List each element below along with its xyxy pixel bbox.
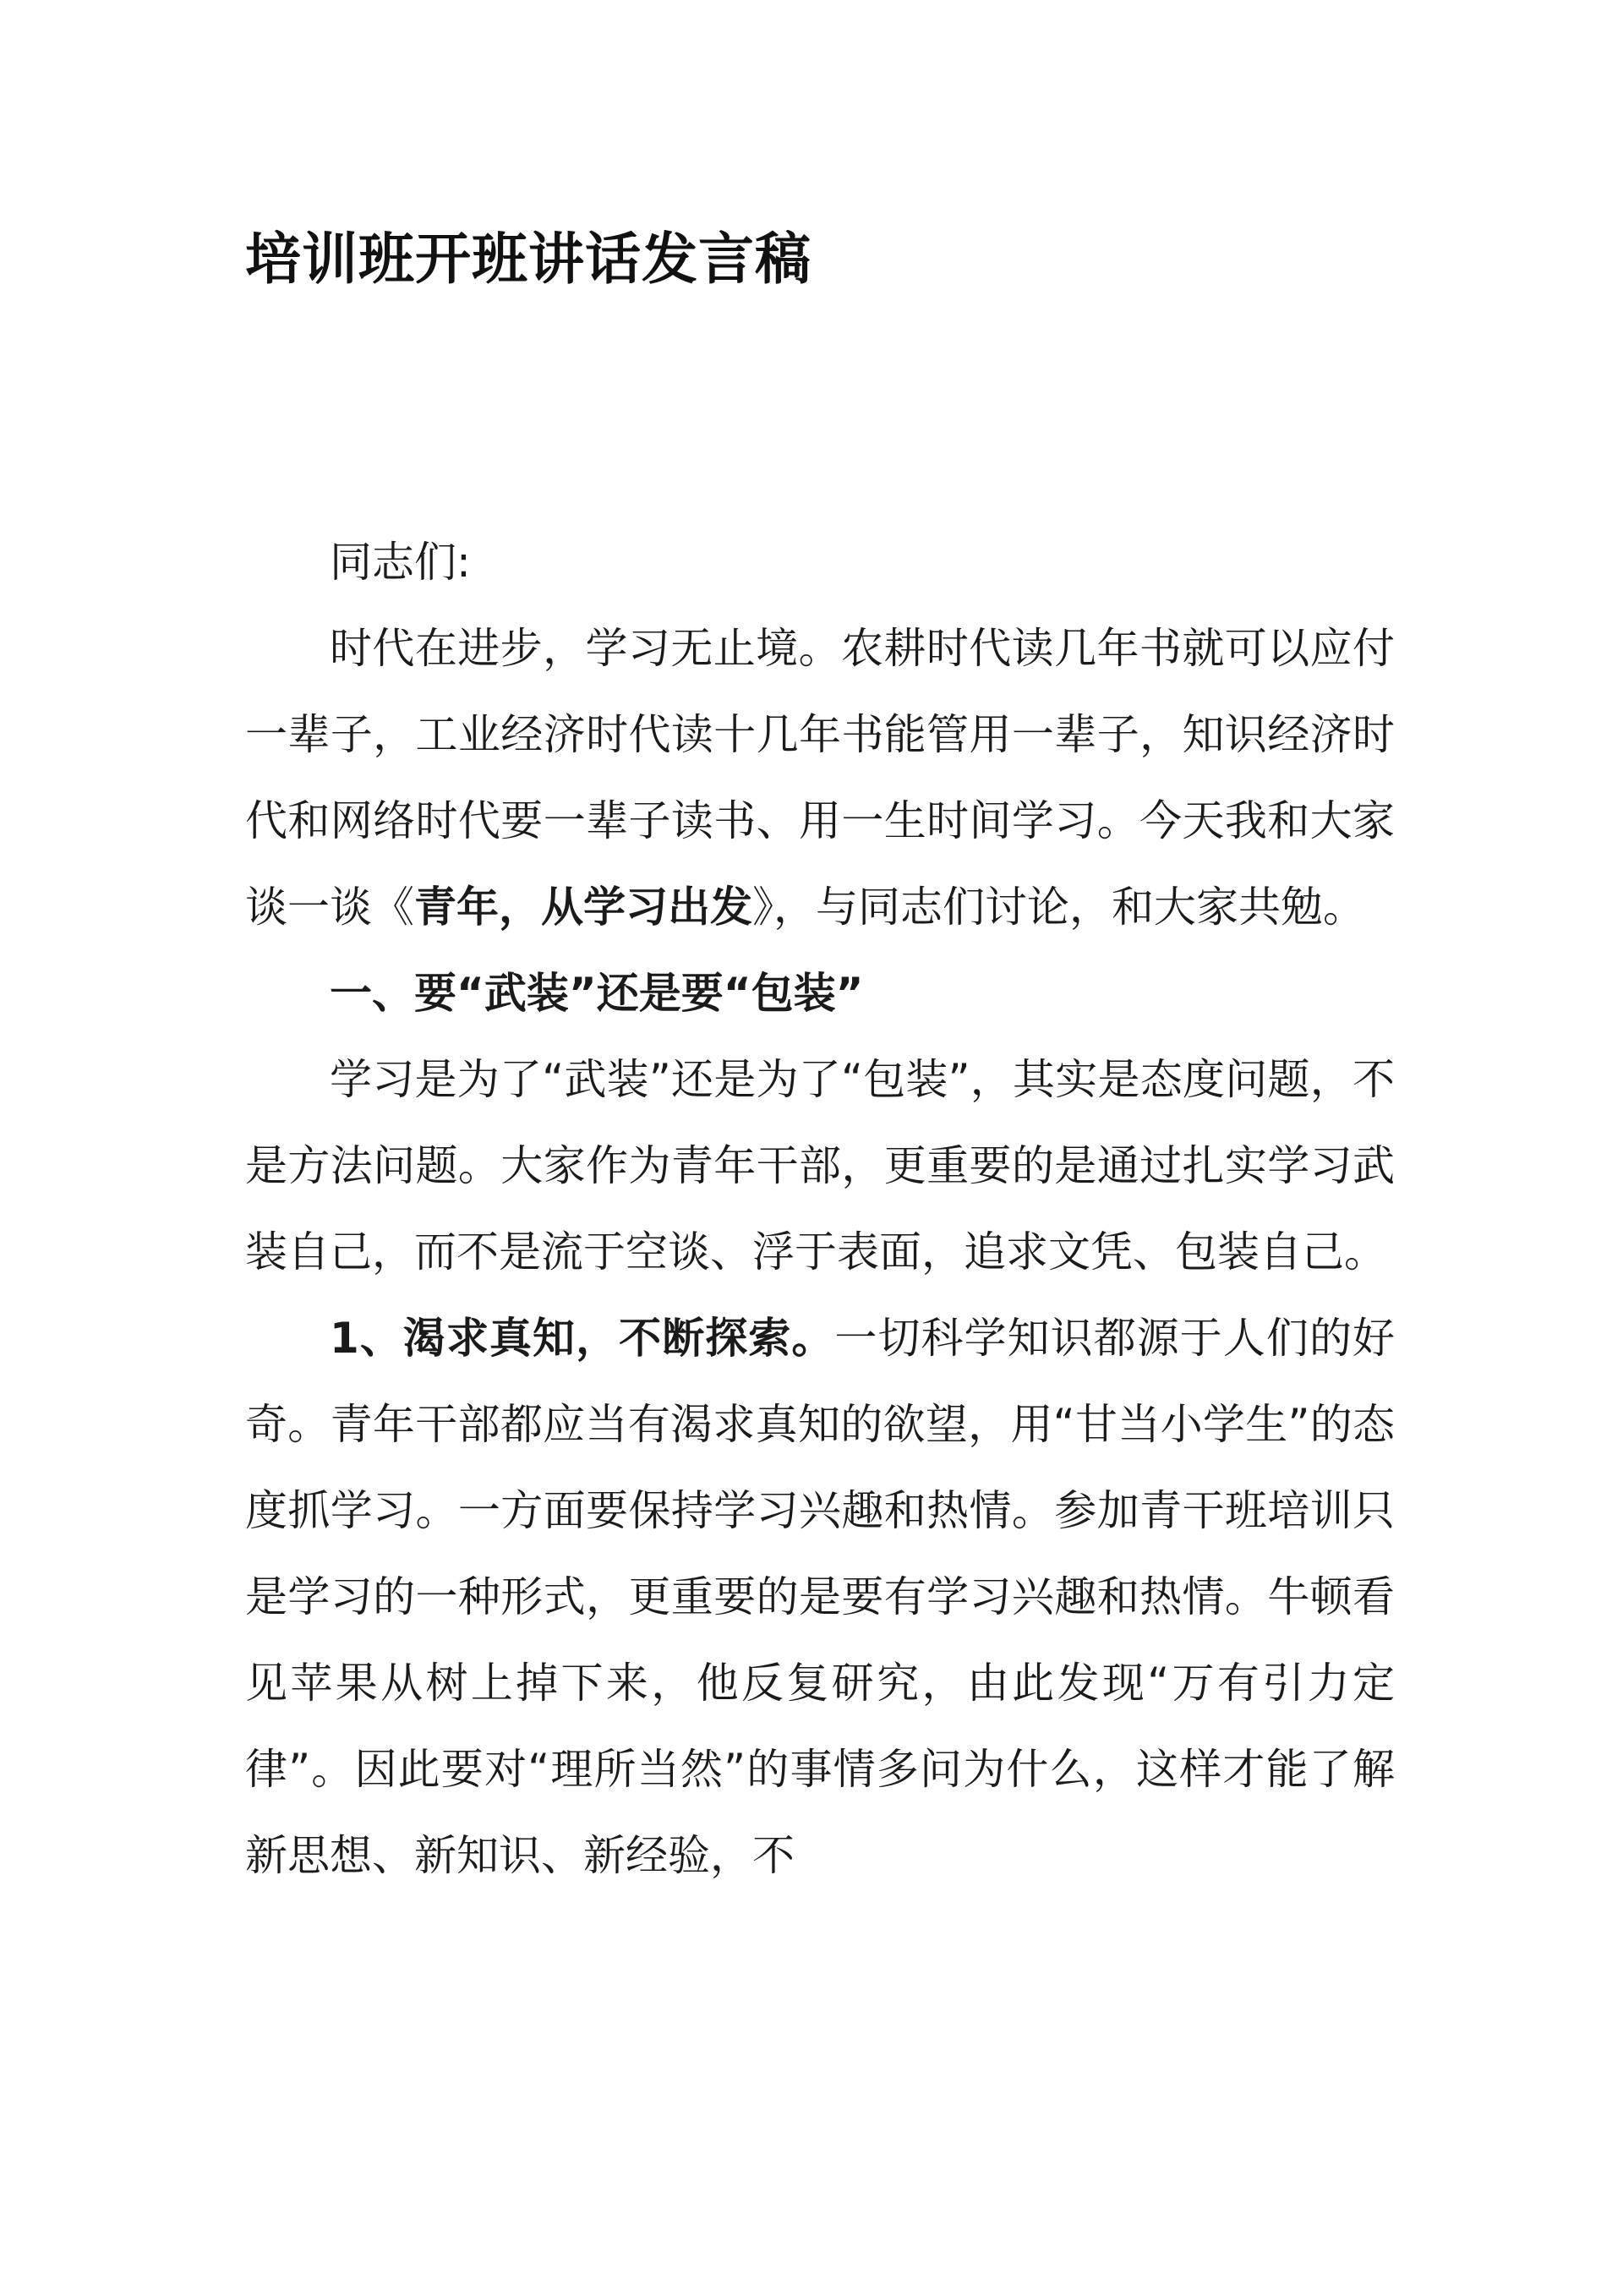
document-body (245, 519, 1395, 1899)
topic-title-bold: 青年，从学习出发 (414, 883, 752, 932)
document-title: 培训班开班讲话发言稿 (245, 227, 812, 292)
paragraph-armor-vs-packaging: 学习是为了“武装”还是为了“包装”，其实是态度问题，不是方法问题。大家作为青年干部，更重要的是通过扎实学习武装自己，而不是流于空谈、浮于表面，追求文凭、包装自己。 (245, 1055, 1395, 1276)
paragraph-intro-text-a: 时代在进步，学习无止境。农耕时代读几年书就可以应付一辈子，工业经济时代读十几年书能管用一辈子，知识经济时代和网络时代要一辈子读书、用一生时间学习。今天我和大家谈一谈《 (245, 624, 1395, 932)
paragraph-intro-text-b: 》，与同志们讨论，和大家共勉。 (752, 883, 1365, 932)
paragraph-intro (245, 605, 1395, 950)
salutation: 同志们: (330, 538, 471, 587)
section-heading-1: 一、要“武装”还是要“包装” (330, 969, 864, 1018)
paragraph-seek-truth (245, 1295, 1395, 1899)
subheading-seek-truth: 1、渴求真知，不断探索。 (330, 1314, 835, 1363)
paragraph-seek-truth-text: 一切科学知识都源于人们的好奇。青年干部都应当有渴求真知的欲望，用“甘当小学生”的态度抓学习。一方面要保持学习兴趣和热情。参加青干班培训只是学习的一种形式，更重要的是要有学习兴趣和热情。牛顿看见苹果从树上掉下来，他反复研究，由此发现“万有引力定律”。因此要对“理所当然”的事情多问为什么，这样才能了解新思想、新知识、新经验，不 (245, 1314, 1396, 1880)
